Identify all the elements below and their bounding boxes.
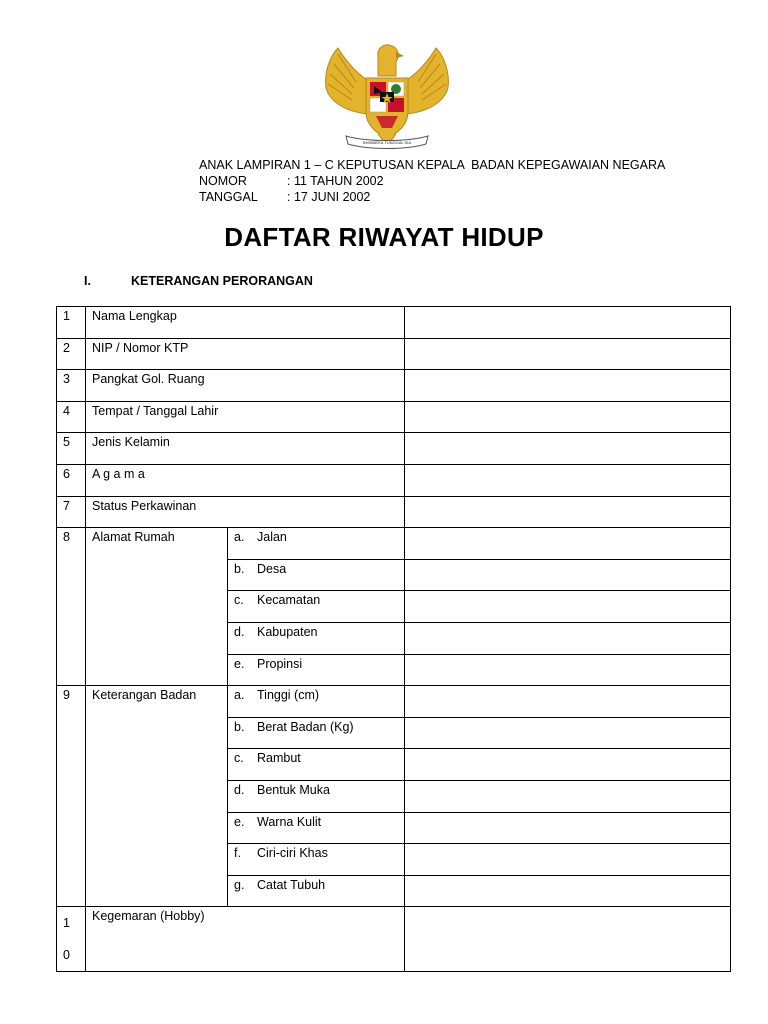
sub-letter: c. <box>234 751 244 766</box>
table-row <box>57 686 731 718</box>
row-label: A g a m a <box>86 464 405 496</box>
value-cell[interactable] <box>405 780 731 812</box>
sub-letter: d. <box>234 624 245 639</box>
section-label: KETERANGAN PERORANGAN <box>131 274 313 288</box>
row-label: Alamat Rumah <box>86 528 228 686</box>
value-cell[interactable] <box>405 907 731 972</box>
table-row <box>57 907 731 972</box>
sub-letter: c. <box>234 593 244 608</box>
sub-letter: a. <box>234 530 245 545</box>
value-cell[interactable] <box>405 875 731 907</box>
sub-label <box>228 717 405 749</box>
row-label: Pangkat Gol. Ruang <box>86 370 405 402</box>
sub-text: Desa <box>257 561 287 576</box>
row-number <box>57 907 86 972</box>
row-number: 4 <box>57 401 86 433</box>
sub-label <box>228 749 405 781</box>
row-label: Tempat / Tanggal Lahir <box>86 401 405 433</box>
sub-text: Warna Kulit <box>257 814 322 829</box>
sub-text: Rambut <box>257 751 301 766</box>
table-row <box>57 338 731 370</box>
value-cell[interactable] <box>405 496 731 528</box>
sub-label <box>228 528 405 560</box>
value-cell[interactable] <box>405 338 731 370</box>
sub-label <box>228 875 405 907</box>
value-cell[interactable] <box>405 812 731 844</box>
table-row <box>57 528 731 560</box>
value-cell[interactable] <box>405 749 731 781</box>
row-number: 9 <box>57 686 86 907</box>
sub-label <box>228 591 405 623</box>
sub-label <box>228 559 405 591</box>
row-number: 1 <box>57 307 86 339</box>
sub-label <box>228 686 405 718</box>
value-cell[interactable] <box>405 654 731 686</box>
row-number: 3 <box>57 370 86 402</box>
table-row <box>57 307 731 339</box>
sub-text: Kabupaten <box>257 624 318 639</box>
row-label: NIP / Nomor KTP <box>86 338 405 370</box>
value-cell[interactable] <box>405 464 731 496</box>
personal-data-table <box>56 306 731 972</box>
sub-text: Kecamatan <box>257 593 321 608</box>
row-number-digit-2: 0 <box>63 948 70 963</box>
value-cell[interactable] <box>405 844 731 876</box>
decree-header <box>199 157 665 205</box>
sub-label <box>228 844 405 876</box>
value-cell[interactable] <box>405 559 731 591</box>
sub-label <box>228 780 405 812</box>
sub-label <box>228 812 405 844</box>
value-cell[interactable] <box>405 370 731 402</box>
value-cell[interactable] <box>405 591 731 623</box>
sub-text: Jalan <box>257 530 287 545</box>
garuda-emblem-icon <box>316 42 458 154</box>
value-cell[interactable] <box>405 401 731 433</box>
row-label: Kegemaran (Hobby) <box>86 907 405 972</box>
tanggal-label: TANGGAL <box>199 190 258 204</box>
table-row <box>57 464 731 496</box>
table-row <box>57 401 731 433</box>
value-cell[interactable] <box>405 686 731 718</box>
tanggal-value: : 17 JUNI 2002 <box>287 190 371 204</box>
sub-text: Bentuk Muka <box>257 782 330 797</box>
row-number: 2 <box>57 338 86 370</box>
row-number: 7 <box>57 496 86 528</box>
sub-letter: g. <box>234 877 245 892</box>
sub-letter: d. <box>234 782 245 797</box>
sub-letter: e. <box>234 814 245 829</box>
sub-letter: b. <box>234 561 245 576</box>
table-row <box>57 496 731 528</box>
decree-reference: ANAK LAMPIRAN 1 – C KEPUTUSAN KEPALA BADAN KEPEGAWAIAN NEGARA <box>199 158 666 172</box>
nomor-label: NOMOR <box>199 174 247 188</box>
row-label: Nama Lengkap <box>86 307 405 339</box>
value-cell[interactable] <box>405 528 731 560</box>
sub-label <box>228 654 405 686</box>
sub-text: Tinggi (cm) <box>257 688 320 703</box>
value-cell[interactable] <box>405 622 731 654</box>
row-number-digit-1: 1 <box>63 916 70 931</box>
section-number: I. <box>84 274 91 288</box>
row-label: Keterangan Badan <box>86 686 228 907</box>
sub-letter: b. <box>234 719 245 734</box>
nomor-value: : 11 TAHUN 2002 <box>287 174 384 188</box>
value-cell[interactable] <box>405 307 731 339</box>
sub-letter: f. <box>234 846 241 861</box>
row-label: Jenis Kelamin <box>86 433 405 465</box>
row-label: Status Perkawinan <box>86 496 405 528</box>
sub-letter: e. <box>234 656 245 671</box>
sub-text: Ciri-ciri Khas <box>257 846 328 861</box>
row-number: 6 <box>57 464 86 496</box>
table-row <box>57 370 731 402</box>
value-cell[interactable] <box>405 433 731 465</box>
value-cell[interactable] <box>405 717 731 749</box>
row-number: 5 <box>57 433 86 465</box>
table-row <box>57 433 731 465</box>
svg-text:BHINNEKA TUNGGAL IKA: BHINNEKA TUNGGAL IKA <box>362 140 412 145</box>
sub-text: Berat Badan (Kg) <box>257 719 354 734</box>
sub-text: Propinsi <box>257 656 303 671</box>
section-heading <box>84 274 313 288</box>
row-number: 8 <box>57 528 86 686</box>
sub-label <box>228 622 405 654</box>
page-title: DAFTAR RIWAYAT HIDUP <box>224 222 544 252</box>
sub-text: Catat Tubuh <box>257 877 326 892</box>
sub-letter: a. <box>234 688 245 703</box>
